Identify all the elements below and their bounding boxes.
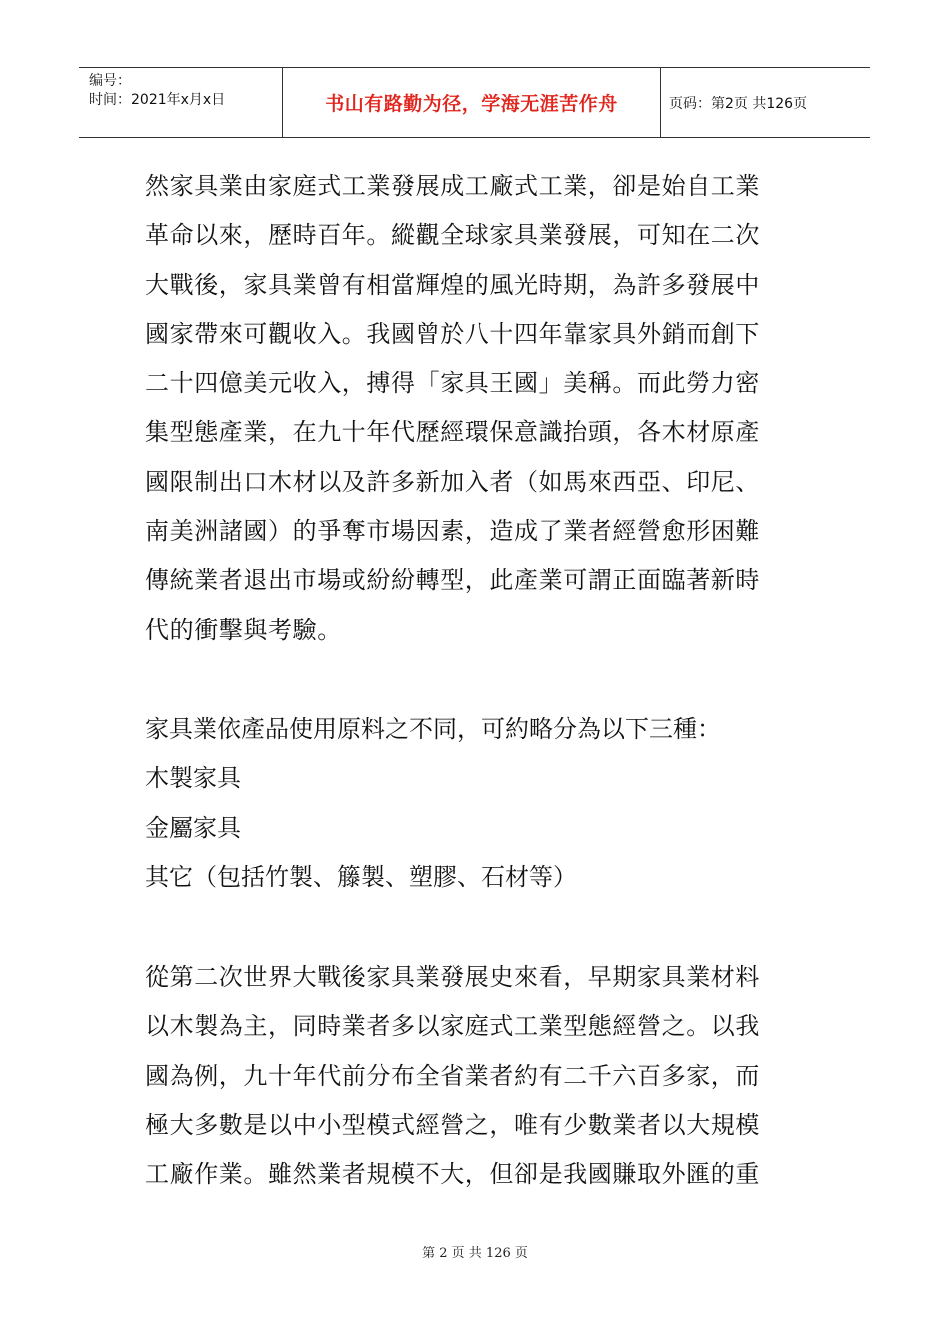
paragraph-postwar — [145, 953, 810, 1199]
document-body — [145, 162, 810, 1199]
text-line: 代的衝擊與考驗。 — [145, 615, 342, 644]
paragraph-history — [145, 162, 810, 655]
document-number-label: 编号： — [89, 73, 131, 89]
text-line: 傳統業者退出市場或紛紛轉型，此產業可謂正面臨著新時 — [145, 566, 760, 595]
page-header — [79, 67, 870, 138]
text-line: 集型態產業，在九十年代歷經環保意識抬頭，各木材原產 — [145, 418, 760, 447]
text-line: 國限制出口木材以及許多新加入者（如馬來西亞、印尼、 — [145, 467, 760, 496]
text-line: 從第二次世界大戰後家具業發展史來看，早期家具業材料 — [145, 962, 760, 991]
page-footer: 第 2 页 共 126 页 — [422, 1246, 528, 1261]
text-line: 極大多數是以中小型模式經營之，唯有少數業者以大規模 — [145, 1110, 760, 1139]
header-meta-cell — [79, 68, 283, 137]
text-line: 南美洲諸國）的爭奪市場因素，造成了業者經營愈形困難 — [145, 517, 760, 546]
header-page-info: 页码：第2页 共126页 — [669, 95, 808, 112]
text-line: 國為例，九十年代前分布全省業者約有二千六百多家，而 — [145, 1061, 760, 1090]
text-line: 以木製為主，同時業者多以家庭式工業型態經營之。以我 — [145, 1012, 760, 1041]
paragraph-spacer — [145, 655, 810, 705]
list-item: 木製家具 — [145, 764, 241, 793]
text-line: 國家帶來可觀收入。我國曾於八十四年靠家具外銷而創下 — [145, 319, 760, 348]
text-line: 工廠作業。雖然業者規模不大，但卻是我國賺取外匯的重 — [145, 1160, 760, 1189]
text-line: 大戰後，家具業曾有相當輝煌的風光時期，為許多發展中 — [145, 270, 760, 299]
header-motto: 书山有路勤为径，学海无涯苦作舟 — [283, 68, 661, 137]
paragraph-spacer — [145, 903, 810, 953]
list-item: 其它（包括竹製、籐製、塑膠、石材等） — [145, 863, 577, 892]
text-line: 然家具業由家庭式工業發展成工廠式工業，卻是始自工業 — [145, 172, 760, 200]
list-item: 金屬家具 — [145, 813, 241, 842]
paragraph-categories — [145, 705, 810, 903]
text-line: 革命以來，歷時百年。縱觀全球家具業發展，可知在二次 — [145, 221, 760, 250]
text-line: 家具業依產品使用原料之不同，可約略分為以下三種： — [145, 714, 721, 743]
text-line: 二十四億美元收入，搏得「家具王國」美稱。而此勞力密 — [145, 369, 760, 398]
document-date-label: 时间：2021年x月x日 — [89, 92, 226, 108]
